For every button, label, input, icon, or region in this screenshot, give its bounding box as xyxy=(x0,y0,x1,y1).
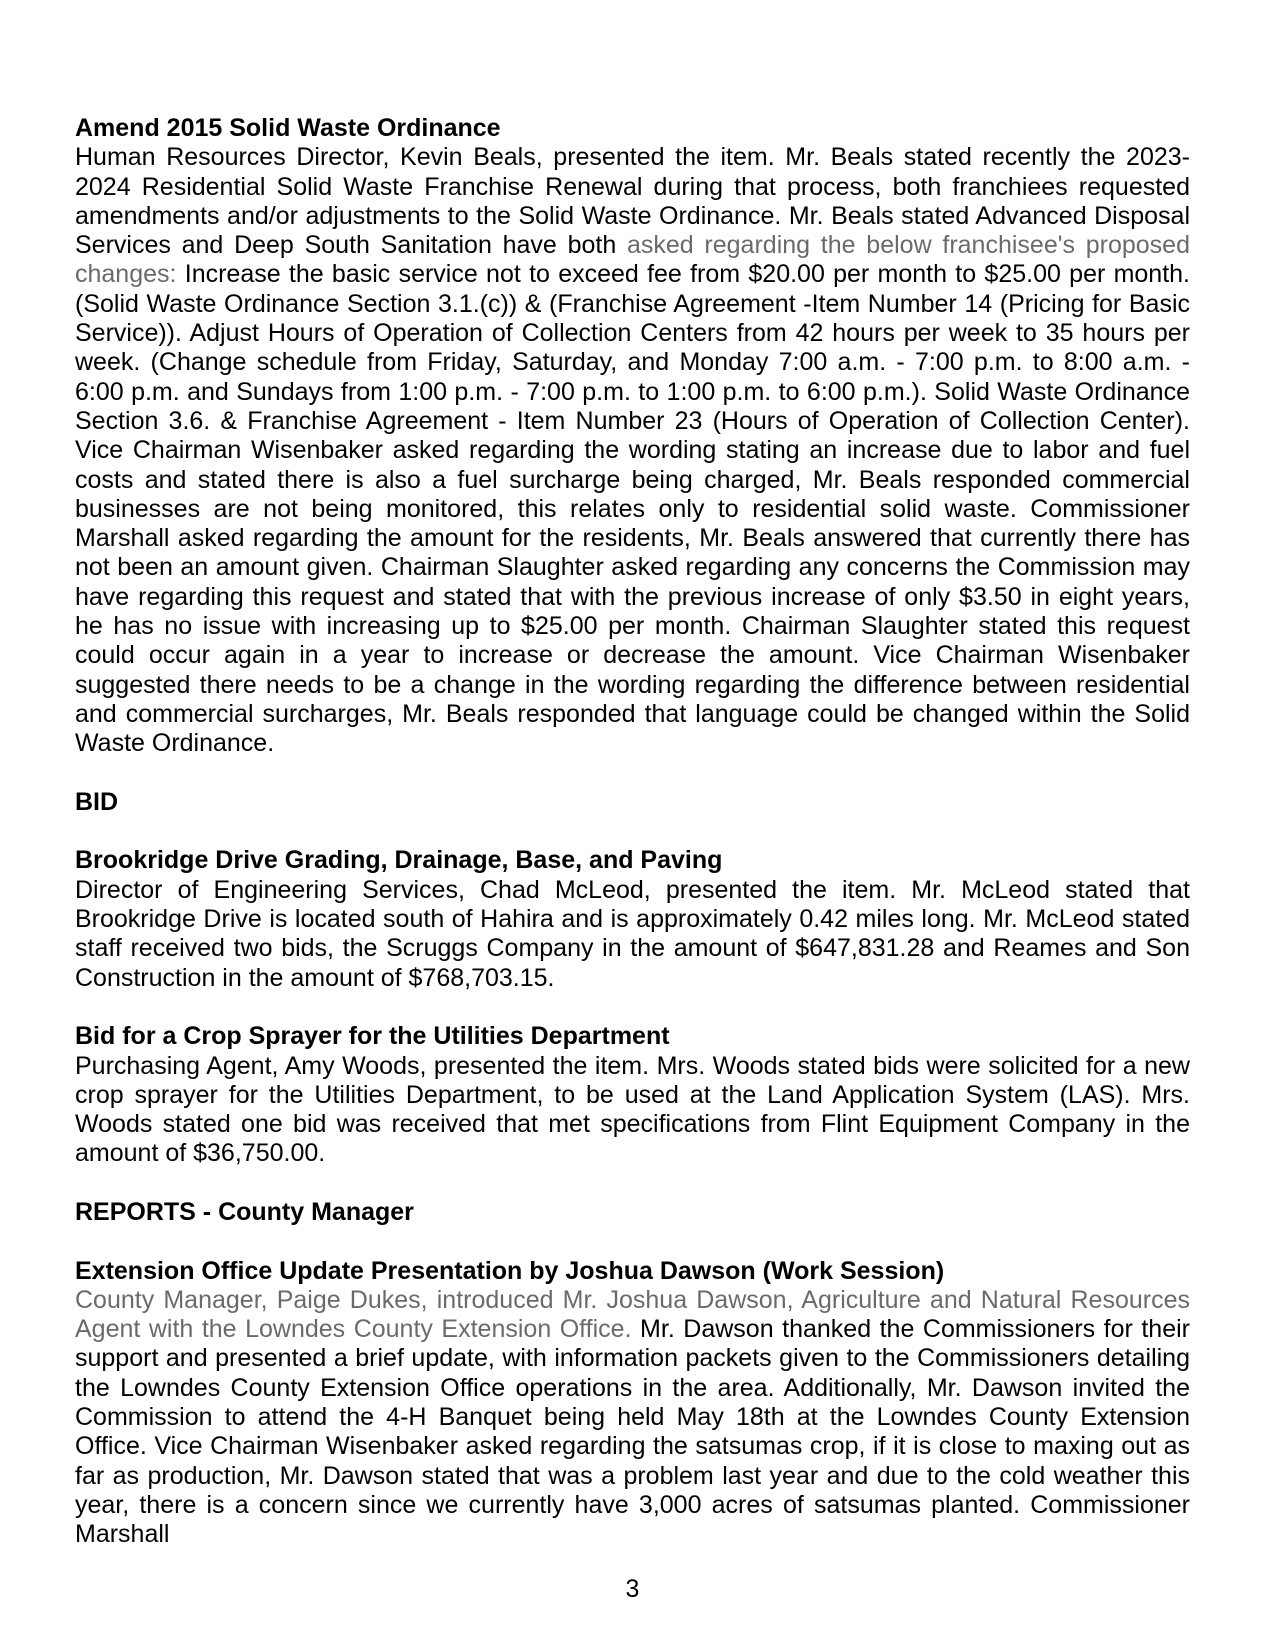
text-segment: Mr. Dawson thanked the Commissioners for their support and presented a brief update, with information packets given to the Commissioners detailing the Lowndes County Extension Office operations in the area. Additionally, Mr. Dawson invited the Commission to attend the 4-H Banquet being held May 18th at the Lowndes County Extension Office. Vice Chairman Wisenbaker asked regarding the satsumas crop, if it is close to maxing out as far as production, Mr. Dawson stated that was a problem last year and due to the cold weather this year, there is a concern since we currently have 3,000 acres of satsumas planted. Commissioner Marshall xyxy=(75,1315,1190,1549)
paragraph-extension-office xyxy=(75,1286,1190,1550)
text-segment: Human Resources Director, Kevin Beals, presented the item. Mr. Beals stated recently the 2023-2024 Residential Solid Waste Franchise Renewal during that process, both franchiees requested amendments and/or adjustments to the Solid Waste Ordinance. Mr. Beals stated Advanced Disposal Services and Deep South Sanitation have both xyxy=(75,143,1190,260)
section-heading-bid: BID xyxy=(75,787,119,816)
paragraph-brookridge-drive: Director of Engineering Services, Chad McLeod, presented the item. Mr. McLeod stated that Brookridge Drive is located south of Hahira and is approximately 0.42 miles long. Mr. McLeod stated staff received two bids, the Scruggs Company in the amount of $647,831.28 and Reames and Son Construction in the amount of $768,703.15. xyxy=(75,875,1190,992)
muted-text-segment: County Manager, Paige Dukes, introduced Mr. Joshua Dawson, Agriculture and Natural Resources Agent with the Lowndes County Extension Office. xyxy=(75,1285,1190,1344)
heading-crop-sprayer-bid: Bid for a Crop Sprayer for the Utilities Department xyxy=(75,1022,670,1051)
page-number: 3 xyxy=(625,1574,640,1603)
heading-reports-county-manager: REPORTS - County Manager xyxy=(75,1197,414,1226)
text-segment: Increase the basic service not to exceed fee from $20.00 per month to $25.00 per month. (Solid Waste Ordinance Section 3.1.(c)) & (Franchise Agreement -Item Number 14 (Pricing for Basic Service)). Adjust Hours of Operation of Collection Centers from 42 hours per week to 35 hours per week. (Change schedule from Friday, Saturday, and Monday 7:00 a.m. - 7:00 p.m. to 8:00 a.m. - 6:00 p.m. and Sundays from 1:00 p.m. - 7:00 p.m. to 1:00 p.m. to 6:00 p.m.). Solid Waste Ordinance Section 3.6. & Franchise Agreement - Item Number 23 (Hours of Operation of Collection Center). Vice Chairman Wisenbaker asked regarding the wording stating an increase due to labor and fuel costs and stated there is also a fuel surcharge being charged, Mr. Beals responded commercial businesses are not being monitored, this relates only to residential solid waste. Commissioner Marshall asked regarding the amount for the residents, Mr. Beals answered that currently there has not been an amount given. Chairman Slaughter asked regarding any concerns the Commission may have regarding this request and stated that with the previous increase of only $3.50 in eight years, he has no issue with increasing up to $25.00 per month. Chairman Slaughter stated this request could occur again in a year to increase or decrease the amount. Vice Chairman Wisenbaker suggested there needs to be a change in the wording regarding the difference between residential and commercial surcharges, Mr. Beals responded that language could be changed within the Solid Waste Ordinance. xyxy=(75,260,1190,758)
muted-text-segment: asked regarding the below franchisee's proposed changes: xyxy=(75,231,1190,289)
heading-amend-solid-waste-ordinance: Amend 2015 Solid Waste Ordinance xyxy=(75,114,501,142)
heading-brookridge-drive: Brookridge Drive Grading, Drainage, Base, and Paving xyxy=(75,846,723,875)
heading-extension-office-update: Extension Office Update Presentation by Joshua Dawson (Work Session) xyxy=(75,1256,945,1285)
paragraph-crop-sprayer: Purchasing Agent, Amy Woods, presented the item. Mrs. Woods stated bids were solicited for a new crop sprayer for the Utilities Department, to be used at the Land Application System (LAS). Mrs. Woods stated one bid was received that met specifications from Flint Equipment Company in the amount of $36,750.00. xyxy=(75,1051,1190,1168)
paragraph-amend-solid-waste xyxy=(75,143,1190,758)
